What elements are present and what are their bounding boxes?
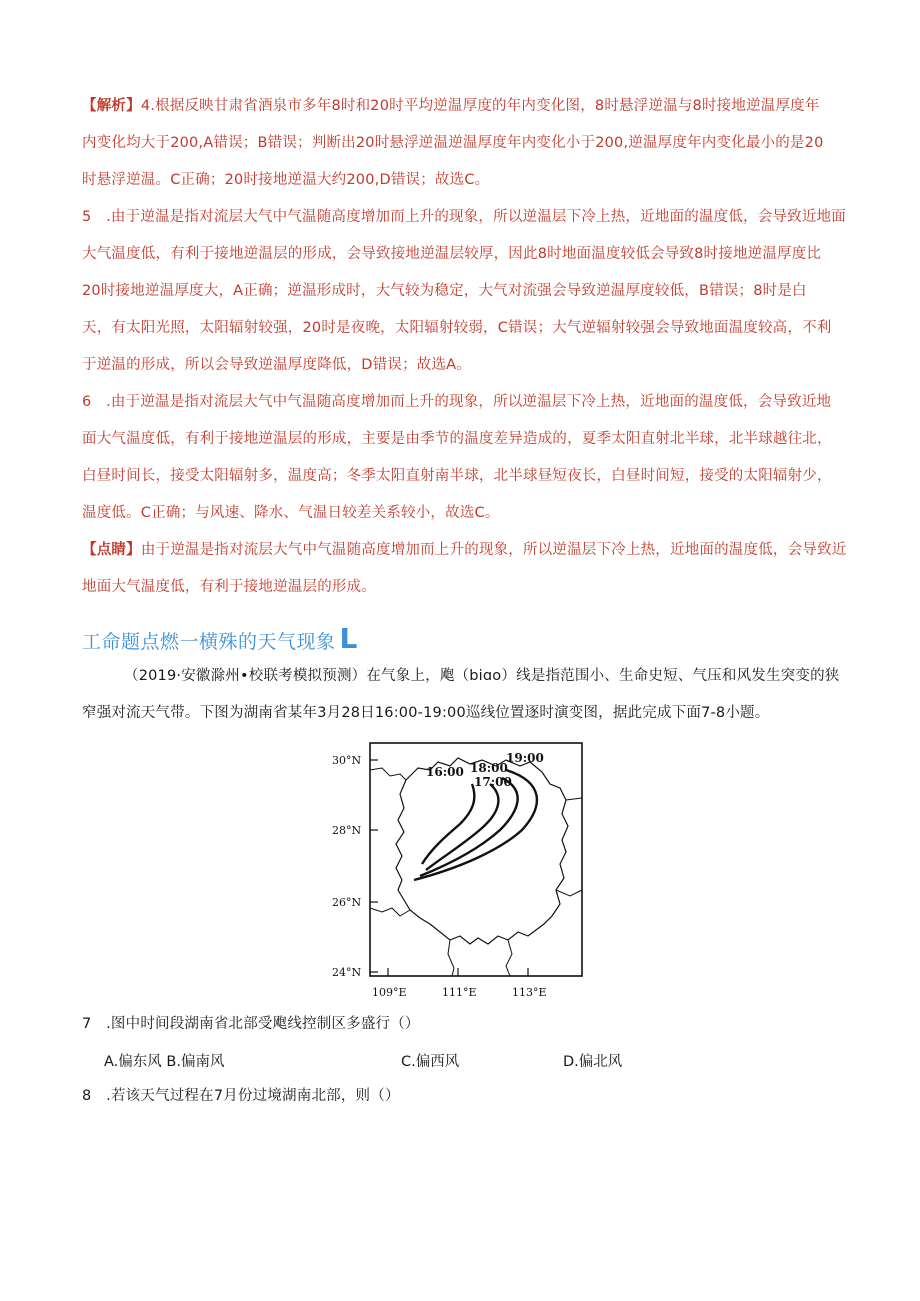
highlight-text: 由于逆温是指对流层大气中气温随高度增加而上升的现象，所以逆温层下冷上热，近地面的温度低，会导致近 xyxy=(140,542,847,558)
lat-label-24: 24°N xyxy=(332,966,362,979)
lat-label-30: 30°N xyxy=(332,754,362,767)
analysis-line-1 xyxy=(82,96,820,116)
q5-line-4: 天，有太阳光照，太阳辐射较强，20时是夜晚，太阳辐射较弱，C错误；大气逆辐射较强会导致地面温度较高，不利 xyxy=(82,320,832,336)
q6-line-3: 白昼时间长，接受太阳辐射多，温度高；冬季太阳直射南半球，北半球昼短夜长，白昼时间短，接受的太阳辐射少， xyxy=(82,468,832,484)
analysis-line-2: 内变化均大于200,A错误；B错误；判断出20时悬浮逆温逆温厚度年内变化小于200,逆温厚度年内变化最小的是20 xyxy=(82,135,824,151)
q8-stem: 8 .若该天气过程在7月份过境湖南北部，则（） xyxy=(82,1088,400,1104)
time-label-1900: 19:00 xyxy=(506,751,544,765)
q7-stem: 7 .图中时间段湖南省北部受飑线控制区多盛行（） xyxy=(82,1016,420,1032)
map-svg xyxy=(330,740,585,1002)
q7-option-ab[interactable]: A.偏东风 B.偏南风 xyxy=(104,1054,225,1070)
q5-line-5: 于逆温的形成，所以会导致逆温厚度降低，D错误；故选A。 xyxy=(82,357,471,373)
lon-label-109: 109°E xyxy=(372,986,407,999)
analysis-tag: 【解析】 xyxy=(82,98,141,114)
q5-line-2: 大气温度低，有利于接地逆温层的形成，会导致接地逆温层较厚，因此8时地面温度较低会导致8时接地逆温厚度比 xyxy=(82,246,822,262)
section-heading xyxy=(82,622,358,655)
highlight-tag: 【点睛】 xyxy=(82,542,141,558)
lon-label-111: 111°E xyxy=(442,986,477,999)
section-heading-mark: L xyxy=(339,622,358,655)
highlight-line-2: 地面大气温度低，有利于接地逆温层的形成。 xyxy=(82,579,376,595)
highlight-line-1 xyxy=(82,540,846,560)
section-heading-text: 工命题点燃一横殊的天气现象 xyxy=(82,631,336,653)
analysis-line-3: 时悬浮逆温。C正确；20时接地逆温大约200,D错误；故选C。 xyxy=(82,172,490,188)
lon-label-113: 113°E xyxy=(512,986,547,999)
analysis-text: 4.根据反映甘肃省酒泉市多年8时和20时平均逆温厚度的年内变化图，8时悬浮逆温与8时接地逆温厚度年 xyxy=(140,98,820,114)
time-label-1800: 18:00 xyxy=(470,761,508,775)
intro-line-2: 窄强对流天气带。下图为湖南省某年3月28日16:00-19:00巡线位置逐时演变图，据此完成下面7-8小题。 xyxy=(82,705,770,721)
lat-label-28: 28°N xyxy=(332,824,362,837)
q6-line-2: 面大气温度低，有利于接地逆温层的形成，主要是由季节的温度差异造成的，夏季太阳直射北半球，北半球越往北， xyxy=(82,431,832,447)
intro-line-1: （2019·安徽滁州•校联考模拟预测）在气象上，飑（biɑo）线是指范围小、生命史短、气压和风发生突变的狭 xyxy=(124,668,840,684)
q5-line-3: 20时接地逆温厚度大，A正确；逆温形成时，大气较为稳定，大气对流强会导致逆温厚度较低，B错误；8时是白 xyxy=(82,283,807,299)
time-label-1700: 17:00 xyxy=(474,775,512,789)
q6-line-1: 6 .由于逆温是指对流层大气中气温随高度增加而上升的现象，所以逆温层下冷上热，近地面的温度低，会导致近地 xyxy=(82,394,832,410)
q6-line-4: 温度低。C正确；与风速、降水、气温日较差关系较小，故选C。 xyxy=(82,505,500,521)
lat-label-26: 26°N xyxy=(332,896,362,909)
q7-option-c[interactable]: C.偏西风 xyxy=(401,1054,460,1070)
squall-line-map xyxy=(330,740,585,1002)
time-label-1600: 16:00 xyxy=(426,765,464,779)
q5-line-1: 5 .由于逆温是指对流层大气中气温随高度增加而上升的现象，所以逆温层下冷上热，近地面的温度低，会导致近地面 xyxy=(82,209,846,225)
q7-option-d[interactable]: D.偏北风 xyxy=(563,1054,623,1070)
